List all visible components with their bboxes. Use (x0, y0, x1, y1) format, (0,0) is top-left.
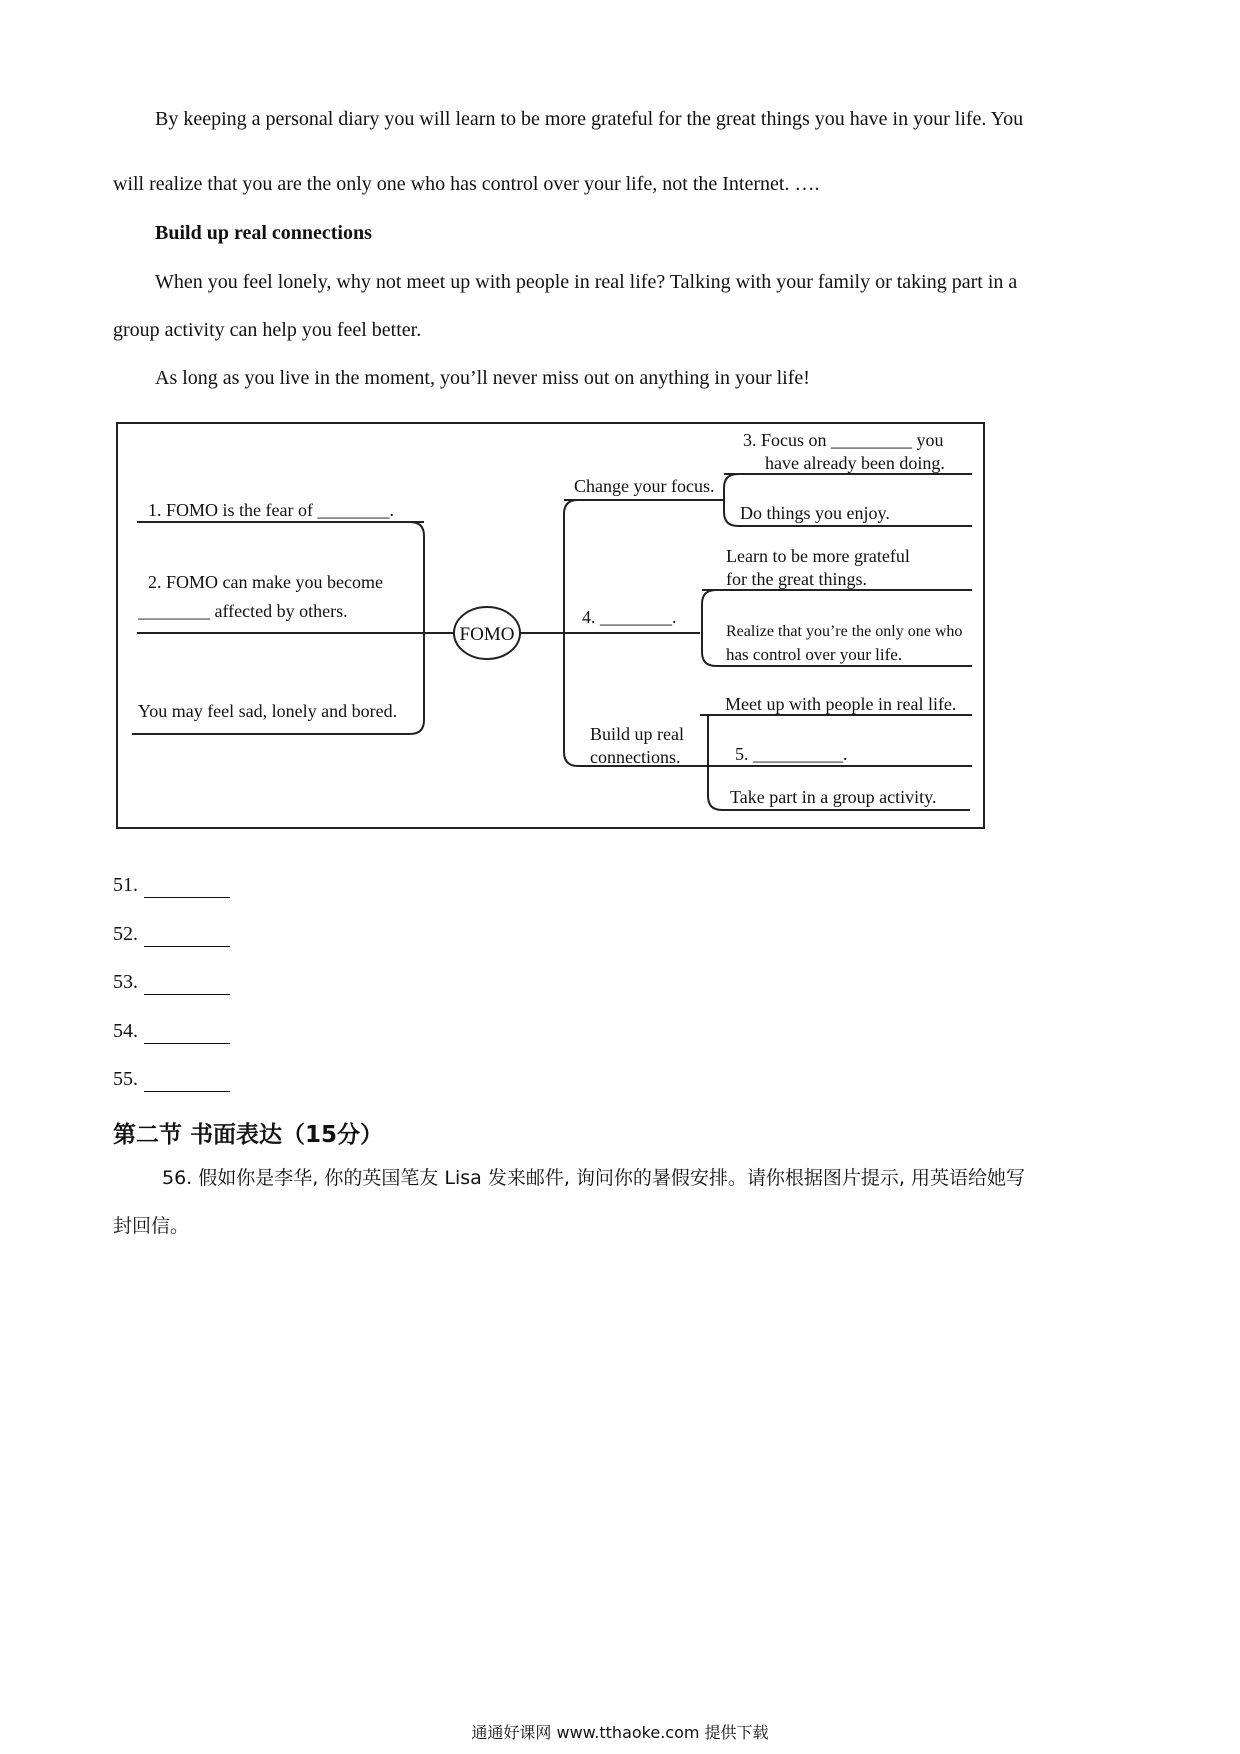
passage-heading: Build up real connections (155, 222, 372, 244)
mindmap-b3-item3: Take part in a group activity. (730, 787, 937, 807)
answer-line-52 (113, 921, 230, 947)
mindmap-branch-1: Change your focus. (574, 476, 715, 496)
mindmap-left-1: 1. FOMO is the fear of ________. (148, 500, 394, 520)
answer-blank[interactable] (144, 926, 230, 947)
mindmap-b1-item2: Do things you enjoy. (740, 503, 890, 523)
answer-blank[interactable] (144, 1023, 230, 1044)
passage-line: As long as you live in the moment, you’ll never miss out on anything in your life! (155, 367, 810, 389)
question-56-line: 封回信。 (113, 1215, 190, 1237)
mindmap-left-3: You may feel sad, lonely and bored. (138, 701, 398, 721)
passage-line: When you feel lonely, why not meet up with people in real life? Talking with your family or taking part in a (155, 271, 1018, 293)
mindmap-b2-item1b: for the great things. (726, 569, 867, 589)
passage-line: will realize that you are the only one who has control over your life, not the Internet. …. (113, 173, 820, 195)
answer-blank[interactable] (144, 877, 230, 898)
section-title: 第二节 书面表达（15分） (113, 1122, 384, 1148)
mindmap-center: FOMO (459, 624, 515, 645)
answer-number: 54. (113, 1020, 138, 1042)
mindmap-branch-2: 4. ________. (582, 607, 677, 627)
answer-number: 51. (113, 874, 138, 896)
mindmap-left-2a: 2. FOMO can make you become (148, 572, 383, 592)
answer-line-53 (113, 969, 230, 995)
mindmap-b3-item1: Meet up with people in real life. (725, 694, 957, 714)
answer-line-55 (113, 1066, 230, 1092)
passage-line: group activity can help you feel better. (113, 319, 422, 341)
page-footer: 通通好课网 www.tthaoke.com 提供下载 (471, 1723, 769, 1742)
answer-number: 53. (113, 971, 138, 993)
mindmap-b2-item1a: Learn to be more grateful (726, 546, 910, 566)
answer-blank[interactable] (144, 1071, 230, 1092)
answer-blank[interactable] (144, 974, 230, 995)
mindmap-b2-item2a: Realize that you’re the only one who (726, 623, 963, 640)
answer-line-54 (113, 1018, 230, 1044)
mindmap-b1-item1a: 3. Focus on _________ you (743, 430, 944, 450)
mindmap-b2-item2b: has control over your life. (726, 645, 903, 664)
answer-number: 55. (113, 1068, 138, 1090)
passage-line: By keeping a personal diary you will learn to be more grateful for the great things you have in your life. You (155, 108, 1024, 130)
mindmap-left-2b: ________ affected by others. (138, 601, 348, 621)
mindmap-branch-3b: connections. (590, 747, 681, 767)
mindmap-b1-item1b: have already been doing. (765, 453, 945, 473)
answer-line-51 (113, 872, 230, 898)
answer-number: 52. (113, 923, 138, 945)
mindmap-branch-3a: Build up real (590, 724, 684, 744)
mindmap-diagram (0, 0, 1240, 860)
question-56-line: 56. 假如你是李华, 你的英国笔友 Lisa 发来邮件, 询问你的暑假安排。请你根据图片提示, 用英语给她写 (162, 1167, 1025, 1189)
mindmap-b3-item2: 5. __________. (735, 744, 848, 764)
